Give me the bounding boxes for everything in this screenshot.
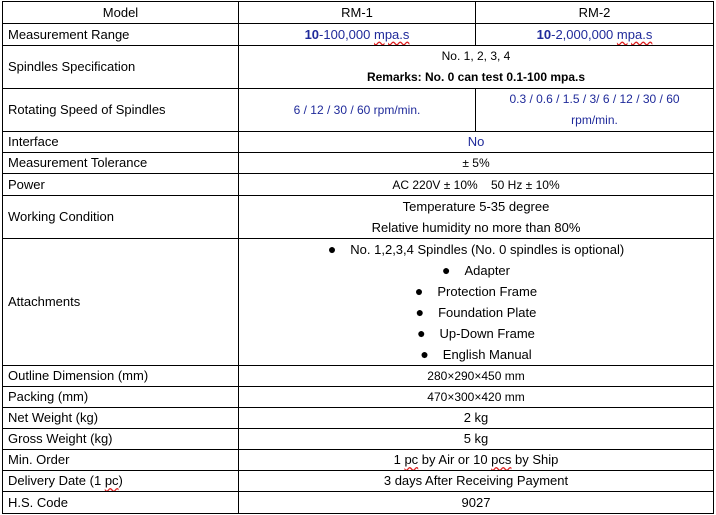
value-range-rm2	[476, 24, 714, 46]
attachment-item: ● Foundation Plate	[415, 304, 537, 320]
value-packing: 470×300×420 mm	[239, 387, 714, 408]
range-rm1-value: -100,000	[319, 26, 371, 42]
range-rm1-unit: mpa.s	[374, 26, 410, 42]
value-net-weight: 2 kg	[239, 408, 714, 429]
header-row	[3, 2, 714, 24]
value-outline: 280×290×450 mm	[239, 366, 714, 387]
row-gross-weight	[3, 429, 714, 450]
row-min-order	[3, 450, 714, 471]
range-rm2-prefix: 10	[536, 26, 552, 42]
label-measurement-range: Measurement Range	[3, 24, 239, 46]
row-interface	[3, 132, 714, 153]
row-hs-code	[3, 492, 714, 514]
label-working-condition: Working Condition	[3, 196, 239, 239]
row-outline	[3, 366, 714, 387]
spindles-line1: No. 1, 2, 3, 4	[441, 49, 511, 63]
row-packing	[3, 387, 714, 408]
bullet-icon: ●	[417, 325, 426, 341]
value-attachments	[239, 239, 714, 366]
working-temperature: Temperature 5-35 degree	[402, 199, 550, 214]
value-speed-rm2	[476, 89, 714, 132]
working-humidity: Relative humidity no more than 80%	[371, 220, 581, 235]
value-tolerance: ± 5%	[239, 153, 714, 174]
range-rm1-prefix: 10	[304, 26, 320, 42]
label-rotating-speed: Rotating Speed of Spindles	[3, 89, 239, 132]
label-delivery: Delivery Date (1 pc)	[3, 471, 239, 492]
value-working-condition	[239, 196, 714, 239]
row-delivery	[3, 471, 714, 492]
header-rm1: RM-1	[239, 2, 476, 24]
speed-rm2-line1: 0.3 / 0.6 / 1.5 / 3/ 6 / 12 / 30 / 60	[509, 92, 680, 106]
label-power: Power	[3, 174, 239, 196]
row-attachments	[3, 239, 714, 366]
value-range-rm1	[239, 24, 476, 46]
value-interface: No	[239, 132, 714, 153]
attachment-item: ● English Manual	[420, 346, 532, 362]
bullet-icon: ●	[415, 304, 425, 320]
attachment-item: ● Protection Frame	[414, 283, 538, 299]
value-speed-rm1: 6 / 12 / 30 / 60 rpm/min.	[239, 89, 476, 132]
attachments-list	[328, 239, 624, 365]
speed-rm2-line2: rpm/min.	[571, 113, 618, 127]
value-spindles	[239, 46, 714, 89]
label-attachments: Attachments	[3, 239, 239, 366]
bullet-icon: ●	[414, 283, 424, 299]
row-measurement-range	[3, 24, 714, 46]
value-min-order: 1 pc by Air or 10 pcs by Ship	[239, 450, 714, 471]
row-tolerance	[3, 153, 714, 174]
label-min-order: Min. Order	[3, 450, 239, 471]
header-model: Model	[3, 2, 239, 24]
label-gross-weight: Gross Weight (kg)	[3, 429, 239, 450]
row-rotating-speed	[3, 89, 714, 132]
label-interface: Interface	[3, 132, 239, 153]
value-hs-code: 9027	[239, 492, 714, 514]
label-tolerance: Measurement Tolerance	[3, 153, 239, 174]
range-rm2-unit: mpa.s	[616, 26, 653, 42]
label-spindles: Spindles Specification	[3, 46, 239, 89]
label-packing: Packing (mm)	[3, 387, 239, 408]
row-power	[3, 174, 714, 196]
value-delivery: 3 days After Receiving Payment	[239, 471, 714, 492]
spec-table	[2, 1, 714, 514]
bullet-icon: ●	[420, 346, 429, 362]
spindles-remarks: Remarks: No. 0 can test 0.1-100 mpa.s	[366, 70, 586, 84]
attachment-item: ● Adapter	[441, 262, 510, 278]
label-outline: Outline Dimension (mm)	[3, 366, 239, 387]
row-net-weight	[3, 408, 714, 429]
attachment-item: ● No. 1,2,3,4 Spindles (No. 0 spindles is optional)	[327, 241, 625, 257]
header-rm2: RM-2	[476, 2, 714, 24]
label-net-weight: Net Weight (kg)	[3, 408, 239, 429]
row-working-condition	[3, 196, 714, 239]
value-gross-weight: 5 kg	[239, 429, 714, 450]
value-power: AC 220V ± 10% 50 Hz ± 10%	[239, 174, 714, 196]
bullet-icon: ●	[441, 262, 451, 278]
bullet-icon: ●	[327, 241, 337, 257]
range-rm2-value: -2,000,000	[551, 26, 614, 42]
attachment-item: ● Up-Down Frame	[417, 325, 535, 341]
label-hs-code: H.S. Code	[3, 492, 239, 514]
row-spindles	[3, 46, 714, 89]
